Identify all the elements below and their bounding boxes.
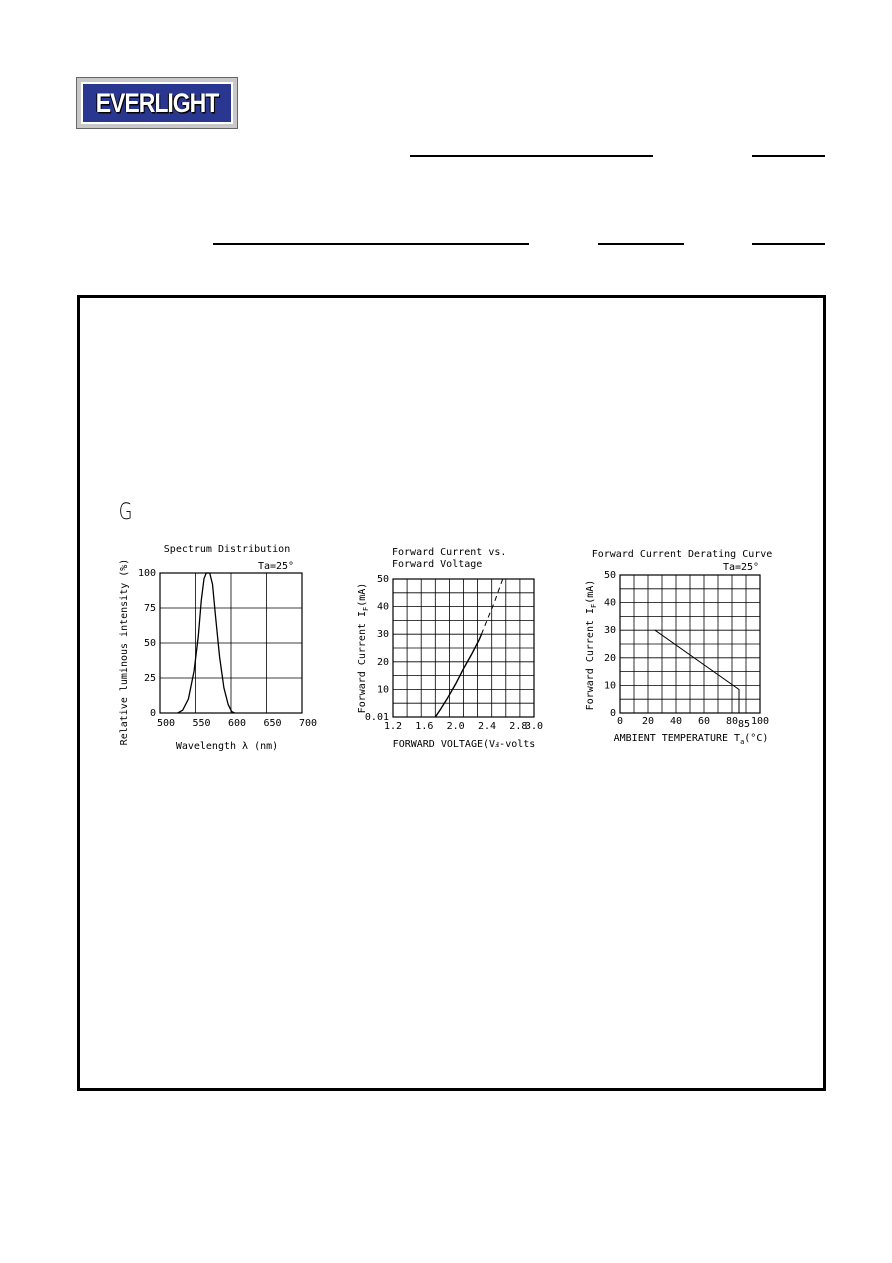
chart2-xtick: 2.8: [509, 721, 528, 732]
chart3-xtick: 60: [697, 716, 711, 727]
chart2-ytick: 30: [376, 629, 389, 641]
content-frame: [77, 295, 826, 1091]
chart2-xtick: 1.6: [415, 721, 434, 732]
chart1-ytick: 50: [143, 638, 156, 649]
chart2-title-line1: Forward Current vs.: [392, 547, 507, 558]
chart3-ytick: 30: [603, 625, 616, 637]
chart1-ytick: 75: [143, 603, 156, 614]
chart2-ytick: 40: [376, 601, 389, 613]
chart3-ylabel-sub: F: [590, 603, 598, 608]
chart3-ylabel: Forward Current I: [585, 607, 596, 711]
chart2-xtick: 2.4: [477, 721, 497, 732]
chart3-ytick: 40: [603, 597, 616, 609]
chart2-xtick: 3.0: [524, 721, 544, 732]
chart1-xtick: 600: [227, 718, 247, 729]
chart3-xlabel: AMBIENT TEMPERATURE T: [613, 733, 741, 744]
logo-text: EVERLIGHT: [95, 87, 219, 118]
chart1-ytick: 25: [143, 673, 156, 684]
chart3-annotation: Ta=25°: [722, 562, 760, 573]
chart3-xtick: 0: [616, 716, 624, 727]
header-rule-1: [410, 155, 653, 157]
chart2-ytick: 0.01: [364, 712, 389, 723]
chart3-xtick: 80: [725, 716, 739, 727]
chart3-extra-tick: 85: [737, 719, 751, 730]
header-rule-2: [752, 155, 825, 157]
chart1-xtick: 550: [192, 718, 211, 729]
chart2-ylabel-sub: F: [362, 606, 370, 611]
chart2-xtick: 1.2: [383, 721, 403, 732]
chart3-xtick: 40: [669, 716, 683, 727]
chart1-annotation: Ta=25°: [257, 561, 295, 572]
chart3-xlabel-sub: a: [740, 738, 745, 746]
header-rule-5: [752, 243, 825, 245]
chart2-ylabel-unit: (mA): [357, 582, 368, 607]
chart2-ytick: 10: [376, 684, 389, 696]
everlight-logo: [76, 77, 238, 129]
chart1-ylabel: Relative luminous intensity (%): [119, 558, 130, 746]
chart3-ylabel-unit: (mA): [585, 579, 596, 604]
chart2-ytick: 20: [376, 656, 389, 668]
chart2-title-line2: Forward Voltage: [392, 559, 483, 570]
chart3-ytick: 20: [603, 652, 616, 664]
chart2-ylabel: Forward Current I: [357, 610, 368, 714]
chart2-xlabel: FORWARD VOLTAGE(Vⅎ-volts: [392, 739, 536, 750]
logo-badge: [81, 82, 233, 124]
section-letter: G: [118, 500, 133, 525]
chart1-ytick: 0: [149, 708, 156, 719]
header-rule-4: [598, 243, 684, 245]
chart2-xtick: 2.0: [446, 721, 465, 732]
chart3-ytick: 0: [609, 708, 616, 719]
chart3-xtick: 20: [641, 716, 655, 727]
chart3-ytick: 10: [603, 680, 616, 692]
chart3-xtick: 100: [750, 716, 770, 727]
chart1-title: Spectrum Distribution: [163, 544, 291, 555]
chart3-title: Forward Current Derating Curve: [591, 549, 773, 560]
chart1-xtick: 700: [298, 718, 318, 729]
chart3-ytick: 50: [603, 570, 616, 581]
chart2-ytick: 50: [376, 574, 389, 585]
header-rule-3: [213, 243, 529, 245]
chart1-xlabel: Wavelength λ (nm): [175, 741, 279, 752]
chart1-xtick: 650: [263, 718, 282, 729]
chart3-xlabel-unit: (°C): [744, 733, 769, 744]
chart1-xtick: 500: [156, 718, 176, 729]
chart1-ytick: 100: [137, 568, 156, 579]
